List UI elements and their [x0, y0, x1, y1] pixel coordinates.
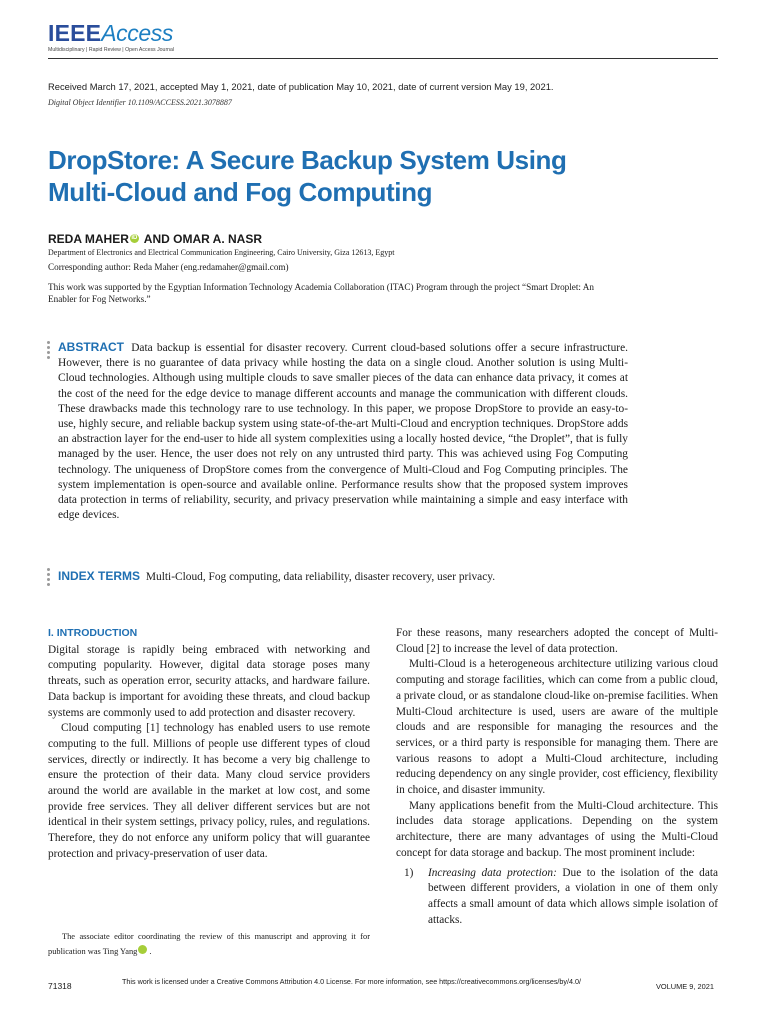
list-item	[396, 866, 718, 929]
abstract-dots-icon	[47, 341, 50, 361]
list-item-body	[428, 866, 718, 929]
editor-footnote	[48, 929, 370, 959]
intro-paragraph-2: Cloud computing [1] technology has enabled users to use remote computing to the full. Millions of people use different types of cloud services, directly or indirectly. It has become a very big challenge to ensure the protection of their data. Many cloud service providers around the world are available in the market at low cost, and some provide free services. They all deliver different services but are not identical in their system settings, privacy policy, rules, and regulations. Therefore, they do not enforce any uniform policy that will guarantee protection and privacy-preservation of user data.	[48, 722, 370, 860]
author-1: REDA MAHER	[48, 232, 129, 246]
orcid-icon[interactable]: iD	[131, 235, 138, 241]
index-terms-dots-icon	[47, 568, 50, 588]
abstract-text: Data backup is essential for disaster recovery. Current cloud-based solutions offer a secure infrastructure. However, there is no guarantee of data privacy while hosting the data on a single cloud. Another solution is using Multi-Cloud technologies. Although using multiple clouds to save smaller pieces of the data can enhance data privacy, it comes at the cost of the need for the edge device to manage different accounts and manage the communication with different clouds. These drawbacks made this technology rare to use technology. In this paper, we propose DropStore to provide an easy-to-use, highly secure, and reliable backup system using state-of-the-art Multi-Cloud and encryption techniques. DropStore adds an abstraction layer for the end-user to hide all system complexities using a locally hosted device, “the Droplet”, that is fully managed by the user. Hence, the user does not rely on any untrusted third party. This was achieved using Fog Computing technology. The uniqueness of DropStore comes from the convergence of Multi-Cloud and Fog Computing principles. The system implementation is open-source and available online. Performance results show that the proposed system improves data protection in terms of reliability, security, and privacy preservation while maintaining a simple and easy interface with edge devices.	[58, 342, 628, 522]
received-dates: Received March 17, 2021, accepted May 1, 2021, date of publication May 10, 2021, date of current version May 19, 2021.	[48, 81, 554, 92]
index-terms-text: Multi-Cloud, Fog computing, data reliability, disaster recovery, user privacy.	[145, 571, 496, 583]
list-item-lead: Increasing data protection:	[428, 866, 557, 879]
header-divider	[48, 58, 718, 59]
footnote-text: The associate editor coordinating the review of this manuscript and approving it for publication was Ting Yang	[48, 932, 370, 956]
footnote-end: .	[149, 947, 152, 956]
list-item-number: 1)	[404, 866, 414, 879]
abstract	[58, 340, 628, 523]
left-column	[48, 626, 370, 863]
volume-label: VOLUME 9, 2021	[656, 982, 714, 991]
abstract-label: ABSTRACT	[58, 340, 124, 354]
journal-logo	[48, 22, 173, 45]
right-paragraph-2: Multi-Cloud is a heterogeneous architecture utilizing various cloud computing and storage facilities, which can come from a public cloud, a private cloud, or as standalone cloud-like on-premise facilities. When Multi-Cloud architecture is used, users are aware of the multiple clouds and are responsible for managing the resources and the services, or a third party is responsible for managing them. There are various reasons to adopt a Multi-Cloud architecture, including reducing dependency on any single provider, cost efficiency, flexibility in choice, and disaster immunity.	[396, 658, 718, 797]
title-line-1: DropStore: A Secure Backup System Using	[48, 145, 567, 175]
orcid-icon[interactable]: iD	[138, 945, 147, 954]
journal-tagline: Multidisciplinary | Rapid Review | Open Access Journal	[48, 47, 175, 53]
doi-line: Digital Object Identifier 10.1109/ACCESS.2021.3078887	[48, 98, 232, 107]
index-terms	[58, 569, 678, 585]
paper-title	[48, 144, 688, 208]
funding-note: This work was supported by the Egyptian Information Technology Academia Collaboration (ITAC) Program through the project “Smart Droplet: An Enabler for Fog Networks.”	[48, 282, 595, 304]
logo-ieee-text: IEEE	[48, 20, 102, 46]
author-list	[48, 232, 262, 246]
page-number: 71318	[48, 981, 72, 991]
right-column	[396, 626, 718, 928]
title-line-2: Multi-Cloud and Fog Computing	[48, 177, 433, 207]
corresponding-author: Corresponding author: Reda Maher (eng.redamaher@gmail.com)	[48, 262, 289, 272]
intro-paragraph-1: Digital storage is rapidly being embraced with networking and computing popularity. However, digital data storage poses many threats, such as operation error, security attacks, and hardware failure. Data backup is important for avoiding these threats, and cloud backup systems are commonly used to add protection and disaster recovery.	[48, 643, 370, 719]
affiliation: Department of Electronics and Electrical Communication Engineering, Cairo University, Giza 12613, Egypt	[48, 248, 395, 257]
index-terms-label: INDEX TERMS	[58, 569, 141, 583]
section-heading: I. INTRODUCTION	[48, 627, 138, 639]
license-note: This work is licensed under a Creative Commons Attribution 4.0 License. For more information, see https://creativecommons.org/licenses/by/4.0/	[122, 977, 582, 986]
logo-access-text: Access	[101, 20, 173, 46]
author-2: AND OMAR A. NASR	[143, 232, 262, 246]
right-paragraph-1: For these reasons, many researchers adopted the concept of Multi-Cloud [2] to increase the level of data protection.	[396, 627, 718, 655]
list-item-text: Due to the isolation of the data between different providers, a violation in one of them only affects a small amount of data which allows simple isolation of attacks.	[428, 866, 718, 926]
right-paragraph-3: Many applications benefit from the Multi-Cloud architecture. This includes data storage applications. Depending on the system architecture, there are many advantages of using the Multi-Cloud concept for data storage and backup. The most prominent include:	[396, 799, 718, 859]
